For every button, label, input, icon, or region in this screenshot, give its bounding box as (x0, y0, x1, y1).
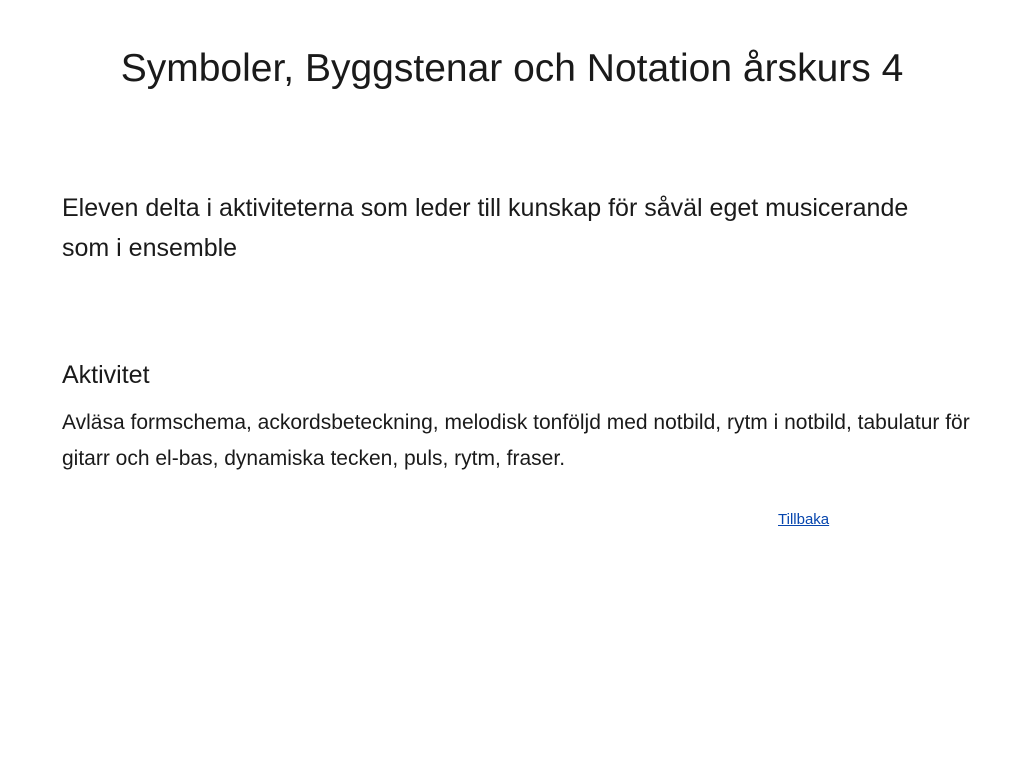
back-link[interactable]: Tillbaka (778, 511, 830, 528)
intro-text: Eleven delta i aktiviteterna som leder till kunskap för såväl eget musicerande som i ensemble (62, 194, 909, 262)
activity-description: Avläsa formschema, ackordsbeteckning, melodisk tonföljd med notbild, rytm i notbild, tabulatur för gitarr och el-bas, dynamiska tecken, puls, rytm, fraser. (62, 411, 970, 470)
slide-title: Symboler, Byggstenar och Notation årskurs 4 (120, 47, 904, 90)
activity-heading: Aktivitet (62, 361, 150, 389)
